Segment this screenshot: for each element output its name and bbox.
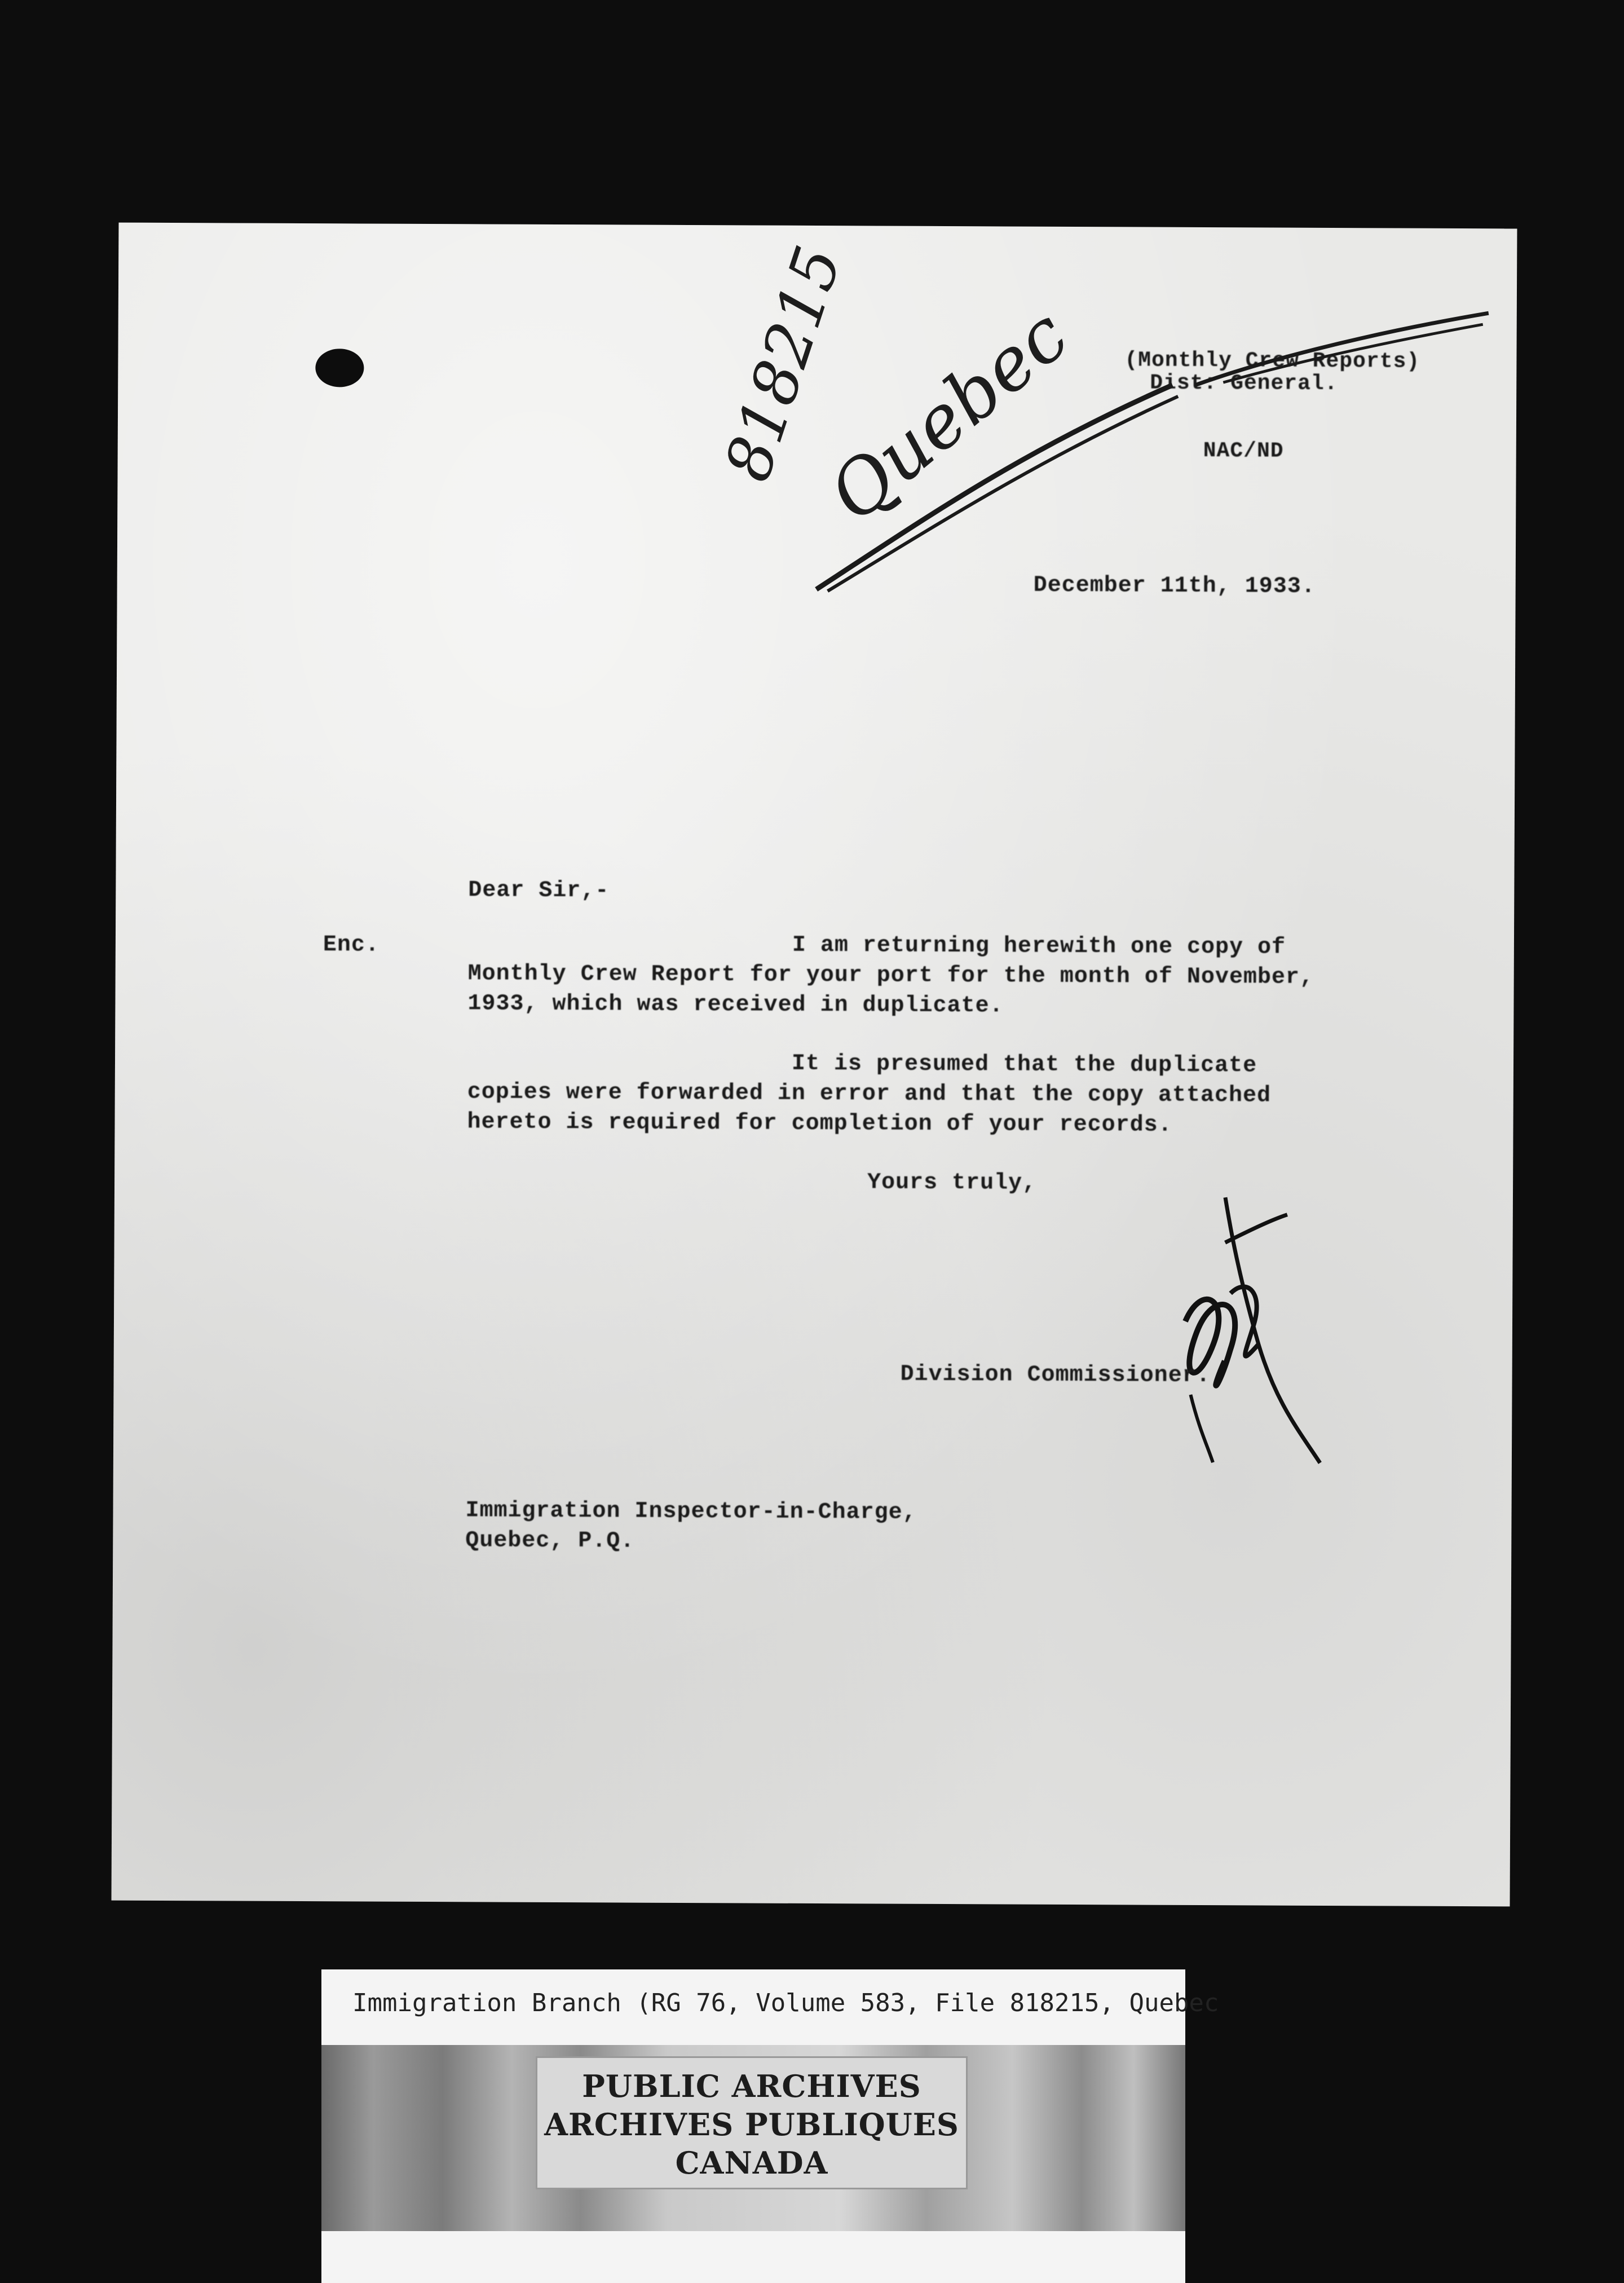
salutation: Dear Sir,- — [468, 878, 610, 904]
paragraph-2-line-2: copies were forwarded in error and that the copy attached — [467, 1079, 1272, 1109]
archive-stamp — [536, 2056, 968, 2189]
initials-text: NAC/ND — [1203, 438, 1284, 464]
recipient-line-2: Quebec, P.Q. — [465, 1528, 635, 1554]
signature — [1117, 1163, 1355, 1480]
archive-caption-strip — [321, 1969, 1219, 2045]
handwritten-annotation — [710, 237, 1235, 600]
paragraph-2-line-3: hereto is required for completion of your records. — [467, 1109, 1172, 1138]
archive-stamp-strip — [321, 2045, 1185, 2231]
handwritten-number: 818215 — [710, 237, 857, 490]
stamp-line-1: PUBLIC ARCHIVES — [582, 2068, 921, 2104]
paragraph-2-line-1: It is presumed that the duplicate — [791, 1051, 1257, 1079]
paragraph-1-line-2: Monthly Crew Report for your port for the month of November, — [467, 961, 1314, 990]
header-strike-text: (Monthly Crew Reports) — [1124, 348, 1420, 374]
stamp-line-2: ARCHIVES PUBLIQUES — [544, 2106, 959, 2143]
enclosure-note: Enc. — [323, 932, 380, 958]
closing: Yours truly, — [867, 1170, 1037, 1196]
letter-page — [112, 223, 1517, 1907]
paragraph-1-line-3: 1933, which was received in duplicate. — [467, 991, 1004, 1019]
recipient-line-1: Immigration Inspector-in-Charge, — [465, 1498, 917, 1526]
punch-hole — [315, 349, 364, 387]
paragraph-1-line-1: I am returning herewith one copy of — [792, 932, 1286, 960]
signer-title: Division Commissioner. — [900, 1361, 1211, 1389]
archive-stamp-border — [321, 2231, 1185, 2283]
header-file-text: Dist: General. — [1150, 371, 1338, 396]
handwritten-place: Quebec — [812, 292, 1084, 539]
archive-caption: Immigration Branch (RG 76, Volume 583, File 818215, Quebec — [352, 1989, 1219, 2017]
letter-date: December 11th, 1933. — [1033, 572, 1316, 600]
strike-through-mark — [1189, 306, 1494, 398]
stamp-line-3: CANADA — [675, 2145, 828, 2181]
